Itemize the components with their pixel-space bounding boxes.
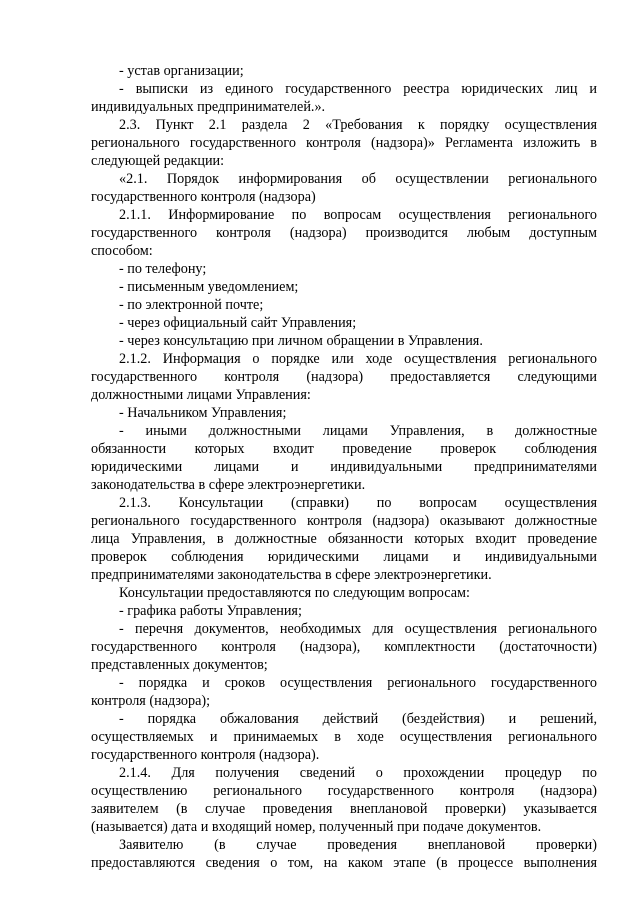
list-item: - Начальником Управления;: [119, 405, 287, 421]
list-item: - через консультацию при личном обращении в Управления.: [119, 333, 483, 349]
text-line: (называется) дата и входящий номер, полученный при подаче документов.: [91, 819, 542, 835]
list-item: - по электронной почте;: [119, 297, 264, 313]
text-line: способом:: [91, 243, 153, 259]
list-item: - через официальный сайт Управления;: [119, 315, 357, 331]
text-line: заявителем (в случае проведения внеплановой проверки) указывается: [91, 801, 597, 817]
text-line: предоставляются сведения о том, на каком этапе (в процессе выполнения: [91, 855, 597, 871]
text-line: «2.1. Порядок информирования об осуществлении регионального: [119, 171, 597, 187]
text-line: регионального государственного контроля (надзора)» Регламента изложить в: [91, 135, 597, 151]
text-line: государственного контроля (надзора), комплектности (достаточности): [91, 639, 597, 655]
text-line: индивидуальных предпринимателей.».: [91, 99, 326, 115]
list-item: - письменным уведомлением;: [119, 279, 299, 295]
text-line: следующей редакции:: [91, 153, 225, 169]
text-line: регионального государственного контроля (надзора) оказывают должностные: [91, 513, 597, 529]
list-item: - порядка и сроков осуществления регионального государственного: [119, 675, 597, 691]
text-line: предпринимателями законодательства в сфере электроэнергетики.: [91, 567, 492, 583]
text-line: Консультации предоставляются по следующим вопросам:: [119, 585, 470, 601]
text-line: представленных документов;: [91, 657, 268, 673]
list-item: - иными должностными лицами Управления, в должностные: [119, 423, 597, 439]
text-line: юридическими лицами и индивидуальными предпринимателями: [91, 459, 597, 475]
text-line: государственного контроля (надзора).: [91, 747, 320, 763]
text-line: 2.1.4. Для получения сведений о прохождении процедур по: [119, 765, 597, 781]
list-item: - графика работы Управления;: [119, 603, 302, 619]
text-line: законодательства в сфере электроэнергетики.: [91, 477, 366, 493]
text-line: осуществляемых и принимаемых в ходе осуществления регионального: [91, 729, 597, 745]
text-line: должностными лицами Управления:: [91, 387, 311, 403]
text-line: лица Управления, в должностные обязанности которых входит проведение: [91, 531, 597, 547]
text-line: государственного контроля (надзора): [91, 189, 316, 205]
text-line: 2.1.1. Информирование по вопросам осуществления регионального: [119, 207, 597, 223]
text-line: Заявителю (в случае проведения внеплановой проверки): [119, 837, 597, 853]
text-line: осуществлению регионального государственного контроля (надзора): [91, 783, 597, 799]
list-item: - перечня документов, необходимых для осуществления регионального: [119, 621, 597, 637]
list-item: - по телефону;: [119, 261, 207, 277]
text-line: проверок соблюдения юридическими лицами и индивидуальными: [91, 549, 597, 565]
text-line: - выписки из единого государственного реестра юридических лиц и: [119, 81, 597, 97]
text-line: 2.1.3. Консультации (справки) по вопросам осуществления: [119, 495, 597, 511]
text-line: 2.1.2. Информация о порядке или ходе осуществления регионального: [119, 351, 597, 367]
text-line: государственного контроля (надзора) производится любым доступным: [91, 225, 597, 241]
text-line: государственного контроля (надзора) предоставляется следующими: [91, 369, 597, 385]
text-line: контроля (надзора);: [91, 693, 211, 709]
text-line: - устав организации;: [119, 63, 244, 79]
list-item: - порядка обжалования действий (бездействия) и решений,: [119, 711, 597, 727]
text-line: обязанности которых входит проведение проверок соблюдения: [91, 441, 597, 457]
text-line: 2.3. Пункт 2.1 раздела 2 «Требования к порядку осуществления: [119, 117, 597, 133]
